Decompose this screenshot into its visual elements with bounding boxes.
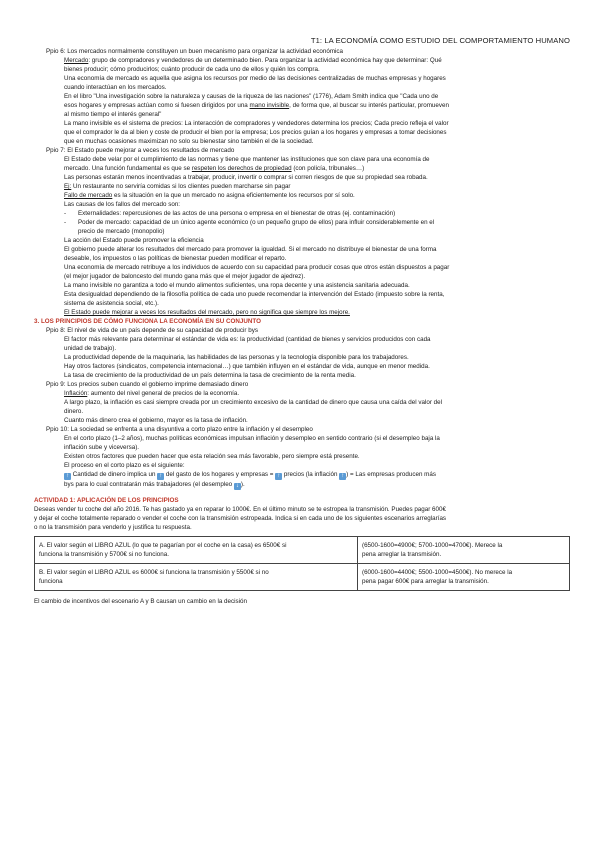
p7-line: La mano invisible no garantiza a todo el mundo alimentos suficientes, una ropa decente y una asistencia sanitaria adecuada.: [64, 282, 410, 289]
table-row: [35, 537, 570, 564]
bullet-text: Poder de mercado: capacidad de un único agente económico (o un pequeño grupo de ellos) para influir considerablemente en el: [78, 219, 435, 226]
p6-line: [34, 56, 570, 65]
p10-text: bys para lo cual contratarán más trabajadores (el desempleo: [64, 481, 234, 488]
p7-line: Las personas estarán menos incentivadas a trabajar, producir, invertir o comprar si corren riesgos de que su propiedad sea robada.: [64, 174, 428, 181]
p7-text: es la situación en la que un mercado no asigna eficientemente los recursos por sí solo.: [112, 192, 355, 199]
scenario-text: A. El valor según el LIBRO AZUL (lo que te pagarían por el coche en la casa) es 6500€ si: [39, 542, 287, 549]
p10-text: ) = Las empresas producen más: [346, 471, 436, 478]
document-body: [34, 47, 570, 606]
arrow-up-icon: ↑: [159, 473, 163, 479]
term-mercado: Mercado: [64, 57, 89, 64]
p10-text: Cantidad de dinero implica un: [71, 471, 158, 478]
page-header: T1: LA ECONOMÍA COMO ESTUDIO DEL COMPORTAMIENTO HUMANO: [310, 36, 570, 45]
answer-cell: [358, 564, 570, 591]
p7-line: [34, 191, 570, 200]
p7-line: [34, 182, 570, 191]
p6-line: Una economía de mercado es aquella que asigna los recursos por medio de las decisiones centralizadas de muchas empresas y hogares: [64, 75, 446, 82]
p9-line: [34, 389, 570, 398]
table-row: [35, 564, 570, 591]
bullet-externalidades: [34, 209, 570, 218]
answer-text: (6000-1600=4400€; 5500-1000=4500€). No merece la: [362, 569, 513, 576]
p7-line: La acción del Estado puede promover la eficiencia: [64, 237, 204, 244]
arrow-up-icon: ↑: [277, 473, 281, 479]
p7-line: deseable, los impuestos o las políticas de bienestar pueden modificar el reparto.: [64, 255, 287, 262]
scenario-text: B. El valor según el LIBRO AZUL es 6000€ si funciona la transmisión y 5500€ si no: [39, 569, 269, 576]
p8-line: La tasa de crecimiento de la productividad de un país determina la tasa de crecimiento de la renta media.: [64, 372, 356, 379]
term-inflacion: Inflación: [64, 390, 88, 397]
p7-text: Un restaurante no serviría comidas si los clientes pueden marcharse sin pagar: [71, 183, 291, 190]
bullet-poder-mercado: [34, 218, 570, 227]
p7-text: mercado. Una función fundamental es que se: [64, 165, 192, 172]
p10-text: ).: [240, 481, 245, 488]
p8-line: El factor más relevante para determinar el estándar de vida es: la productividad (cantidad de bienes y servicios producidos con cada: [64, 336, 431, 343]
principle-10-title: Ppio 10: La sociedad se enfrenta a una disyuntiva a corto plazo entre la inflación y el desempleo: [46, 426, 313, 433]
principle-8-title: Ppio 8: El nivel de vida de un país depende de su capacidad de producir bys: [46, 327, 258, 334]
p10-line: inflación sube y viceversa).: [64, 444, 140, 451]
term-mano-invisible: mano invisible: [249, 102, 290, 109]
p7-line: [34, 164, 570, 173]
scenario-cell: [35, 537, 358, 564]
p7-line: Esta desigualdad dependiendo de la filosofía política de cada uno puede recomendar la intervención del Estado (impuesto sobre la renta,: [64, 291, 445, 298]
answer-text: pena pagar 600€ para arreglar la transmisión.: [362, 578, 489, 585]
principle-7-title: Ppio 7: El Estado puede mejorar a veces los resultados de mercado: [46, 147, 235, 154]
p7-text: (con policía, tribunales…): [291, 165, 365, 172]
activity-conclusion: El cambio de incentivos del escenario A y B causan un cambio en la decisión: [34, 598, 247, 605]
arrow-up-icon: ↑: [341, 473, 345, 479]
bullet-continuation: precio de mercado (monopolio): [78, 228, 165, 235]
answer-text: (6500-1600=4900€; 5700-1000=4700€). Merece la: [362, 542, 503, 549]
p7-conclusion: El Estado puede mejorar a veces los resultados del mercado, pero no significa que siempre los mejore.: [64, 309, 350, 316]
p6-text: : grupo de compradores y vendedores de un determinado bien. Para organizar la actividad económica hay que determinar: Qué: [88, 57, 442, 64]
arrow-down-icon: ↓: [235, 483, 239, 489]
p6-line: que en muchas ocasiones maximizan no solo su bienestar sino también el de la sociedad.: [64, 138, 314, 145]
p7-line: El Estado debe velar por el cumplimiento de las normas y tiene que mantener las instituciones que son clave para una economía de: [64, 156, 430, 163]
activity-heading: ACTIVIDAD 1: APLICACIÓN DE LOS PRINCIPIOS: [34, 497, 179, 504]
p6-line: [34, 101, 570, 110]
p8-line: La productividad depende de la maquinaria, las habilidades de las personas y la tecnología disponible para los trabajadores.: [64, 354, 409, 361]
p10-text: del gasto de los hogares y empresas =: [164, 471, 276, 478]
p6-text: , de forma que, al buscar su interés particular, promueven: [289, 102, 449, 109]
p10-line: Existen otros factores que pueden hacer que esta relación sea más favorable, pero siempre está presente.: [64, 453, 360, 460]
principle-6-title: Ppio 6: Los mercados normalmente constituyen un buen mecanismo para organizar la actividad económica: [46, 48, 344, 55]
p9-line: A largo plazo, la inflación es casi siempre creada por un crecimiento excesivo de la cantidad de dinero que causa una caída del valor del: [64, 399, 443, 406]
p7-line: sistema de asistencia social, etc.).: [64, 300, 159, 307]
p10-line: En el corto plazo (1–2 años), muchas políticas económicas impulsan inflación y desempleo en sentido contrario (si el desempleo baja la: [64, 435, 440, 442]
scenario-text: funciona la transmisión y 5700€ si no funciona.: [39, 551, 169, 558]
p6-line: bienes producir; cómo producirlos; cuánto producir de cada uno de ellos y quién los compra.: [64, 66, 320, 73]
p7-line: Una economía de mercado retribuye a los individuos de acuerdo con su capacidad para producir cosas que otros están dispuestos a pagar: [64, 264, 450, 271]
scenario-cell: [35, 564, 358, 591]
p6-text: esos hogares y empresas actúan como si fuesen dirigidos por una: [64, 102, 250, 109]
bullet-text: Externalidades: repercusiones de las actos de una persona o empresa en el bienestar de otras (ej. contaminación): [78, 210, 396, 217]
term-derechos-propiedad: respeten los derechos de propiedad: [191, 165, 292, 172]
p6-line: En el libro "Una investigación sobre la naturaleza y causas de la riqueza de las naciones" (1776), Adam Smith indica que "Cada uno de: [64, 93, 439, 100]
p9-text: : aumento del nivel general de precios de la economía.: [87, 390, 240, 397]
p8-line: Hay otros factores (sindicatos, competencia internacional…) que también influyen en el estándar de vida, aunque en menor medida.: [64, 363, 430, 370]
bullet-dash: -: [64, 210, 67, 217]
p10-process-line: [34, 480, 570, 490]
scenario-text: funciona: [39, 578, 63, 585]
principle-9-title: Ppio 9: Los precios suben cuando el gobierno imprime demasiado dinero: [46, 381, 249, 388]
p10-text: precios (la inflación: [282, 471, 340, 478]
term-fallo-mercado: Fallo de mercado: [64, 192, 113, 199]
scenario-table: [34, 536, 570, 591]
term-ej: Ej:: [64, 183, 72, 190]
p6-line: que el comprador le da al bien y coste de producir el bien por la empresa; Los precios guían a los hogares y empresas a tomar decisiones: [64, 129, 447, 136]
p7-line: (el mejor jugador de baloncesto del mundo gana más que el mejor jugador de ajedrez).: [64, 273, 306, 280]
p6-line: La mano invisible es el sistema de precios: La interacción de compradores y vendedores determina los precios; Cada precio refleja el valor: [64, 120, 449, 127]
section-3-heading: 3. LOS PRINCIPIOS DE CÓMO FUNCIONA LA ECONOMÍA EN SU CONJUNTO: [34, 318, 261, 325]
activity-text: o no la transmisión para venderlo y justifica tu respuesta.: [34, 524, 192, 531]
p10-line: El proceso en el corto plazo es el siguiente:: [64, 462, 185, 469]
p9-line: Cuanto más dinero crea el gobierno, mayor es la tasa de inflación.: [64, 417, 248, 424]
p6-line: al mismo tiempo el interés general": [64, 111, 162, 118]
answer-text: pena arreglar la transmisión.: [362, 551, 442, 558]
activity-text: Deseas vender tu coche del año 2016. Te has gastado ya en reparar lo 1000€. En el último minuto se te estropea la transmisión. Puedes pagar 600€: [34, 506, 446, 513]
p10-process-line: [34, 470, 570, 480]
arrow-up-icon: ↑: [66, 473, 69, 479]
p7-line: [34, 308, 570, 317]
answer-cell: [358, 537, 570, 564]
bullet-dash: -: [64, 219, 67, 226]
p6-line: cuando interactúan en los mercados.: [64, 84, 167, 91]
p9-line: dinero.: [64, 408, 84, 415]
p8-line: unidad de trabajo).: [64, 345, 117, 352]
p7-line: El gobierno puede alterar los resultados del mercado para promover la igualdad. Si el mercado no distribuye el bienestar de una forma: [64, 246, 437, 253]
activity-text: y dejar el coche totalmente reparado o vender el coche con la transmisión estropeada. Indica si en cada uno de los siguientes escenarios arreglarías: [34, 515, 447, 522]
p7-line: Las causas de los fallos del mercado son:: [64, 201, 181, 208]
